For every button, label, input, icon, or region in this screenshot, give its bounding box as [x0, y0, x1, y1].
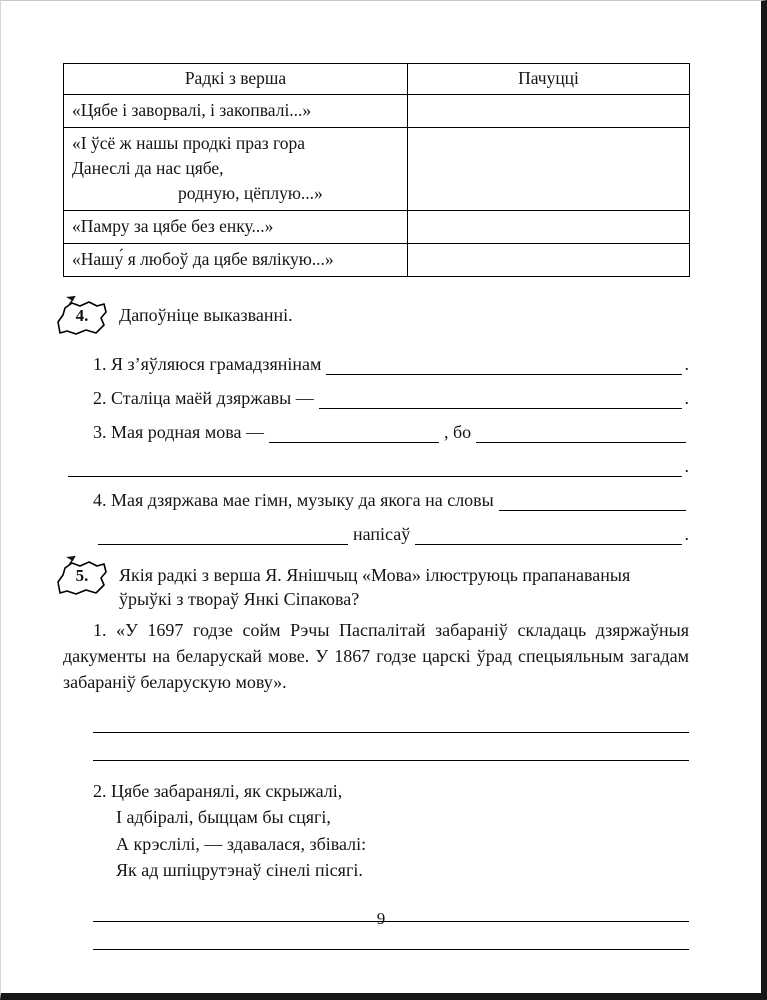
- table-row: [64, 244, 690, 277]
- quote-cell: [64, 95, 408, 128]
- quote-cell: [64, 128, 408, 211]
- item-punct: .: [684, 354, 689, 374]
- task4-item-4: [93, 480, 689, 514]
- item-text: 4. Мая дзяржава мае гімн, музыку да якога на словы: [93, 490, 494, 510]
- item-text: 3. Мая родная мова —: [93, 422, 264, 442]
- poem-line: А крэслілі, — здавалася, збівалі:: [116, 833, 367, 854]
- answer-rule: [93, 733, 689, 761]
- table-row: [64, 211, 690, 244]
- task4-item-3-continuation: [63, 446, 689, 480]
- item-text: 2. Сталіца маёй дзяржавы —: [93, 388, 314, 408]
- answer-rule: [93, 705, 689, 733]
- answer-blank: [499, 510, 686, 511]
- item-text: напісаў: [353, 524, 411, 544]
- item-punct: .: [684, 388, 689, 408]
- task-badge: [55, 554, 109, 598]
- answer-cell: [408, 211, 690, 244]
- item-text: 1. Я з’яўляюся грамадзянінам: [93, 354, 322, 374]
- poem-line: 2. Цябе забаранялі, як скрыжалі,: [93, 780, 343, 801]
- task4-items: [63, 344, 689, 548]
- task4-item-3: [93, 412, 689, 446]
- answer-lines: [63, 705, 689, 761]
- answer-blank: [68, 476, 682, 477]
- answer-blank: [98, 544, 348, 545]
- task-badge: [55, 294, 109, 338]
- task4-title: Дапоўніце выказванні.: [119, 305, 293, 325]
- answer-blank: [326, 374, 681, 375]
- quote-cell: [64, 244, 408, 277]
- poem-feelings-table: [63, 63, 690, 277]
- quote-line: «Цябе і заворвалі, і закопвалі...»: [72, 100, 312, 120]
- column-header-feelings: Пачуцці: [408, 64, 690, 95]
- table-header-row: [64, 64, 690, 95]
- task4-item-2: [93, 378, 689, 412]
- column-header-lines: Радкі з верша: [64, 64, 408, 95]
- task4-header: [63, 294, 689, 338]
- task5-excerpt-1: 1. «У 1697 годзе сойм Рэчы Паспалітай забараніў складаць дзяржаўныя дакументы на беларускай мове. У 1867 годзе царскі ўрад спецыяльным загадам забараніў беларускую мову».: [63, 619, 689, 692]
- table-row: [64, 95, 690, 128]
- quote-cell: [64, 211, 408, 244]
- answer-blank: [476, 442, 686, 443]
- task5-title: Якія радкі з верша Я. Янішчыц «Мова» ілюструюць прапанаваныя ўрыўкі з твораў Янкі Сіпакова?: [119, 565, 631, 610]
- poem-line: І адбіралі, быццам бы сцягі,: [116, 807, 331, 828]
- task5-header: [63, 554, 689, 612]
- quote-line: «І ўсё ж нашы продкі праз гора: [72, 133, 306, 153]
- answer-cell: [408, 244, 690, 277]
- page-number: 9: [376, 909, 386, 928]
- poem-line: Як ад шпіцрутэнаў сінелі пісягі.: [116, 860, 363, 881]
- answer-cell: [408, 128, 690, 211]
- answer-blank: [269, 442, 439, 443]
- answer-cell: [408, 95, 690, 128]
- item-punct: .: [684, 456, 689, 476]
- quote-line: «Памру за цябе без енку...»: [72, 216, 274, 236]
- quote-line: «Нашу́ я любоў да цябе вялікую...»: [72, 249, 334, 269]
- task4-item-1: [93, 344, 689, 378]
- task4-item-4-continuation: [93, 514, 689, 548]
- answer-blank: [415, 544, 681, 545]
- item-punct: .: [684, 524, 689, 544]
- quote-line: родную, цёплую...»: [178, 183, 323, 203]
- item-text: , бо: [443, 422, 472, 442]
- quote-line: Данеслі да нас цябе,: [72, 158, 224, 178]
- answer-blank: [319, 408, 682, 409]
- task5-excerpt-2-poem: [93, 778, 689, 884]
- task-number: 5.: [75, 566, 89, 585]
- task-number: 4.: [75, 306, 89, 325]
- page-content: [1, 1, 689, 950]
- table-row: [64, 128, 690, 211]
